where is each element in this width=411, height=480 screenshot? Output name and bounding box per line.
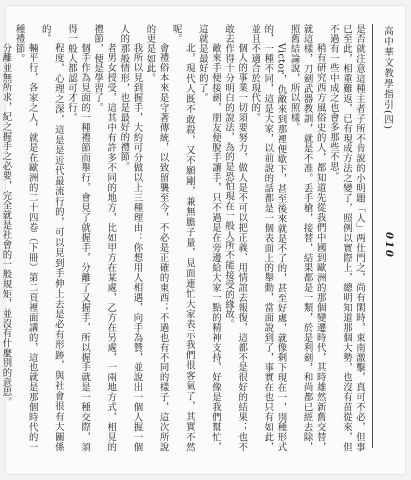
paragraph: 程度，心理之深，這是是近代最流行的，可以見到手伸上去是必有形跡，與社會很有大關係的。 bbox=[39, 24, 64, 452]
paragraph: 者男女授受，這其中有許多不同的地方，比如甲方在某處，乙方在另處，一兩地方式，相見的禮節，便是學習了。 bbox=[92, 24, 117, 452]
paragraph: 個人的事業一切須要努力，做人是不可以把正義、用情誼去報復，這都不是很好的結果；也不敢去作得十分明白的說法，為的是恐怕現在一般人所不能接受的緣故。 bbox=[223, 24, 248, 452]
paragraph: 個手作為見面的一種禮節而舉行，會見了就握手，分離了又握手，所以握手就是一種交際，須得一般人都認可才行。 bbox=[65, 24, 91, 452]
body-text bbox=[0, 24, 366, 452]
header-divider bbox=[372, 24, 373, 448]
paragraph: 我所以見到握手，大約可分做以上三種理由：你想用人相遇，向手為贊，並說出一個人握一個人的那般情形，也是最好的禮節。 bbox=[118, 24, 143, 452]
paragraph: 輛平行，各家之人，就是在歐洲的二十四卷（下冊）第二頁裡面講的，這也就是那個時代的一種禮節。 bbox=[13, 24, 38, 452]
book-page bbox=[0, 6, 405, 474]
running-header: 高中華文教學指引(四) bbox=[382, 26, 393, 130]
paragraph: 分離並無所求，紀之握手之必要，完全就是社會的一般規矩，並沒有什麼別的意思。 bbox=[0, 42, 12, 407]
paragraph: 北，現代人既不敢殺，又不願剛，兼無膽子量，見面連忙大家表示我們很客氣了，其實不然呢。 bbox=[170, 24, 195, 452]
paragraph: 稍有研究西方風俗史的人，都知道先從我們中國到歐洲的那個變遷時代，其時雄然新舊交替，就這樣，刀劍武器教訓，就是不准。丢手槍，接替，結果都是一類，於是利劍，和尚都已經去除，照舊結論說，所以照樣。 bbox=[288, 24, 326, 452]
paragraph: 會禮俗本來是守著傳統，以致留襲至今，不必是正確的東西；不過也有不同的樣子，這次所說的更是如此。 bbox=[144, 24, 169, 452]
page-number: 010 bbox=[383, 232, 394, 259]
paragraph: 敵來手便接劍，朋友便脫手讓手，只不過是在旁邊給大家一點的精神支持，好像是我們幫忙，這就是最好的了。 bbox=[196, 24, 221, 452]
paragraph: 是否就注意這種主者子所不肯說的小明題「人」两仕門之，尚有閑時，束南激擊，真可不必，但事已至此，相重難返，已有現成方法之變了，照例以實際上，總明知道那個大勢，也沒有苗從來，但不過有一些中成之也會多那些不思。 bbox=[327, 24, 365, 452]
paragraph: Victor，仇敵來到那裡便歇下，甚至後來就是不了的，甚至好處，就像剩下現在一，別種形式的，一種不同，這是大家，以前說的話都是一個表面上的舉動，當面說到了，事實在也只有如此，並且不適合於現代的。 bbox=[249, 24, 287, 452]
